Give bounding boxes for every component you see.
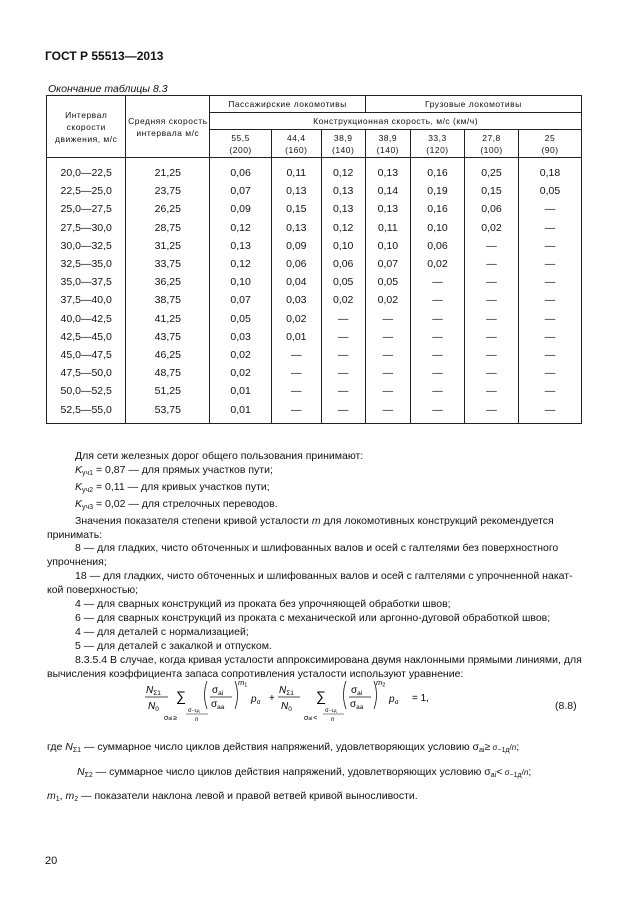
table-cell: 41,25 — [126, 310, 210, 328]
table-cell: 0,12 — [321, 158, 365, 183]
speed-kmh: (90) — [541, 144, 559, 155]
table-cell: 0,12 — [210, 255, 272, 273]
table-cell: — — [464, 400, 518, 423]
table-cell: 0,02 — [210, 364, 272, 382]
table-cell: 0,07 — [210, 291, 272, 309]
design-speed-header: Конструкционная скорость, м/с (км/ч) — [210, 113, 582, 130]
table-cell: — — [271, 400, 321, 423]
table-cell: 0,01 — [210, 382, 272, 400]
table-cell: 0,05 — [321, 273, 365, 291]
paragraph: Значения показателя степени кривой усталости m для локомотивных конструкций рекомендуется принимать: — [47, 514, 554, 541]
table-cell: 30,0—32,5 — [47, 237, 126, 255]
speed-ms: 25 — [544, 132, 556, 143]
table-cell: 53,75 — [126, 400, 210, 423]
table-cell: — — [464, 364, 518, 382]
table-row — [47, 364, 582, 382]
table-cell: 0,07 — [210, 182, 272, 200]
table-row — [47, 182, 582, 200]
table-cell: 0,07 — [365, 255, 410, 273]
table-row — [47, 382, 582, 400]
table-cell: 0,11 — [271, 158, 321, 183]
speed-ms: 33,3 — [428, 132, 447, 143]
svg-text:σ−1д: σ−1д — [325, 708, 337, 714]
table-cell: — — [464, 310, 518, 328]
table-cell: 51,25 — [126, 382, 210, 400]
table-cell: 27,5—30,0 — [47, 219, 126, 237]
speed-kmh: (200) — [229, 144, 252, 155]
table-cell: 33,75 — [126, 255, 210, 273]
table-cell: 0,04 — [271, 273, 321, 291]
table-cell: 35,0—37,5 — [47, 273, 126, 291]
table-cell: 43,75 — [126, 328, 210, 346]
table-cell: — — [464, 255, 518, 273]
table-cell: — — [410, 291, 464, 309]
table-cell: — — [271, 346, 321, 364]
coef-line: $K_{уч3} = 0,02$ — для стрелочных переводов. — [75, 497, 278, 511]
svg-text:σaa: $\sigma_{aa}$ — [350, 699, 364, 711]
table-cell: 0,13 — [365, 200, 410, 218]
document-title: ГОСТ Р 55513—2013 — [45, 49, 164, 63]
table-cell: 52,5—55,0 — [47, 400, 126, 423]
speed-header-cell — [410, 130, 464, 158]
data-table — [46, 95, 582, 424]
table-cell: — — [519, 255, 582, 273]
speed-header-cell — [464, 130, 518, 158]
table-cell: 0,16 — [410, 158, 464, 183]
table-cell: 0,05 — [519, 182, 582, 200]
table-cell: 0,02 — [464, 219, 518, 237]
list-item: 8 — для гладких, чисто обточенных и шлифованных валов и осей с галтелями без поверхностного упрочнения; — [47, 542, 559, 569]
table-cell: — — [410, 346, 464, 364]
page-number: 20 — [45, 855, 58, 867]
table-cell: — — [410, 364, 464, 382]
table-cell: — — [519, 273, 582, 291]
table-cell: — — [464, 382, 518, 400]
table-cell: 25,0—27,5 — [47, 200, 126, 218]
speed-ms: 44,4 — [287, 132, 306, 143]
table-cell: 0,09 — [210, 200, 272, 218]
table-cell: — — [464, 273, 518, 291]
table-cell: — — [321, 382, 365, 400]
table-cell: 0,05 — [365, 273, 410, 291]
col-header-mean-speed: Средняя скорость интервала м/с — [126, 96, 210, 158]
table-cell: — — [410, 273, 464, 291]
table-row — [47, 158, 582, 183]
speed-header-cell — [271, 130, 321, 158]
svg-text:pσ: $p_\sigma$ — [389, 694, 399, 706]
table-cell: — — [464, 237, 518, 255]
table-cell: — — [365, 328, 410, 346]
table-cell: 0,16 — [410, 200, 464, 218]
svg-text:pσ: $p_\sigma$ — [251, 694, 261, 706]
col-header-interval: Интервал скорости движения, м/с — [47, 96, 126, 158]
group-header-freight: Грузовые локомотивы — [365, 96, 581, 113]
table-cell: 0,02 — [410, 255, 464, 273]
speed-kmh: (120) — [426, 144, 449, 155]
table-row — [47, 328, 582, 346]
table-cell: 48,75 — [126, 364, 210, 382]
table-row — [47, 346, 582, 364]
table-cell: — — [519, 219, 582, 237]
table-cell: — — [519, 200, 582, 218]
table-cell: 0,13 — [210, 237, 272, 255]
table-cell: 0,03 — [271, 291, 321, 309]
svg-text:m1: $m_1$ — [238, 678, 248, 689]
table-row — [47, 400, 582, 423]
table-cell: 0,12 — [210, 219, 272, 237]
svg-text:∑: ∑ — [176, 688, 186, 704]
table-cell: — — [365, 400, 410, 423]
table-cell: — — [365, 310, 410, 328]
table-cell: 0,15 — [464, 182, 518, 200]
table-cell: 20,0—22,5 — [47, 158, 126, 183]
svg-text:n: n — [331, 717, 335, 723]
table-row — [47, 273, 582, 291]
table-cell: — — [321, 400, 365, 423]
svg-text:m2: $m_2$ — [376, 678, 386, 689]
coef-line: $K_{уч2} = 0,11$ — для кривых участков пути; — [75, 480, 270, 494]
svg-text:NΣ1: $N_{\Sigma 1}$ — [146, 685, 161, 697]
svg-text:∑: ∑ — [316, 688, 326, 704]
table-cell: — — [321, 364, 365, 382]
table-row — [47, 200, 582, 218]
table-cell: 46,25 — [126, 346, 210, 364]
legend-line: где $N_{\Sigma 1}$ — суммарное число циклов действия напряжений, удовлетворяющих условию $\sigma_{ai}\ge \sigma_{-1д}/n$; — [47, 741, 520, 754]
speed-kmh: (160) — [285, 144, 308, 155]
svg-text:σai: $\sigma_{ai}$ — [351, 685, 363, 697]
table-row — [47, 255, 582, 273]
list-item: 18 — для гладких, чисто обточенных и шлифованных валов и осей с галтелями с упрочненной накат-кой поверхностью; — [47, 570, 573, 597]
svg-text:+: + — [269, 693, 275, 704]
speed-ms: 55,5 — [231, 132, 250, 143]
table-cell: 42,5—45,0 — [47, 328, 126, 346]
svg-text:= 1,: = 1, — [412, 693, 429, 704]
table-cell: 0,12 — [321, 219, 365, 237]
table-cell: — — [464, 328, 518, 346]
list-item: 5 — для деталей с закалкой и отпуском. — [75, 639, 272, 652]
paragraph: 8.3.5.4 В случае, когда кривая усталости аппроксимирована двумя наклонными прямыми линиями, для вычисления коэффициента запаса сопротивления усталости используют уравнение: — [47, 653, 582, 680]
table-cell: — — [519, 237, 582, 255]
table-row — [47, 310, 582, 328]
speed-header-cell — [210, 130, 272, 158]
table-cell: — — [464, 346, 518, 364]
svg-text:σaa: $\sigma_{aa}$ — [211, 699, 225, 711]
table-row — [47, 237, 582, 255]
table-cell: — — [365, 364, 410, 382]
table-cell: 0,10 — [210, 273, 272, 291]
svg-text:σ−1д: σ−1д — [188, 708, 200, 714]
table-cell: 0,09 — [271, 237, 321, 255]
table-cell: 0,01 — [210, 400, 272, 423]
equation-8-8 — [0, 676, 630, 726]
table-cell: — — [519, 310, 582, 328]
speed-kmh: (140) — [376, 144, 400, 155]
speed-header-cell — [365, 130, 410, 158]
svg-text:σai<: σai< — [304, 715, 318, 722]
table-cell: 0,06 — [210, 158, 272, 183]
svg-text:σai≥: σai≥ — [164, 715, 178, 722]
svg-text:σai: $\sigma_{ai}$ — [212, 685, 224, 697]
table-cell: 40,0—42,5 — [47, 310, 126, 328]
table-cell: 0,13 — [365, 158, 410, 183]
table-cell: 0,13 — [321, 182, 365, 200]
table-caption: Окончание таблицы 8.3 — [48, 83, 168, 95]
legend-line: $N_{\Sigma 2}$ — суммарное число циклов действия напряжений, удовлетворяющих условию $\sigma_{ai}< \sigma_{-1д}/n$; — [77, 766, 532, 779]
table-cell: 0,01 — [271, 328, 321, 346]
table-cell: — — [519, 328, 582, 346]
table-cell: 0,10 — [321, 237, 365, 255]
table-cell: 37,5—40,0 — [47, 291, 126, 309]
table-cell: 31,25 — [126, 237, 210, 255]
table-cell: 47,5—50,0 — [47, 364, 126, 382]
table-cell: — — [519, 382, 582, 400]
table-cell: 26,25 — [126, 200, 210, 218]
table-cell: 45,0—47,5 — [47, 346, 126, 364]
table-row — [47, 291, 582, 309]
table-cell: 50,0—52,5 — [47, 382, 126, 400]
paragraph: Для сети железных дорог общего пользования принимают: — [75, 450, 364, 462]
list-item: 4 — для сварных конструкций из проката без упрочняющей обработки швов; — [75, 598, 451, 611]
table-cell: — — [271, 382, 321, 400]
table-cell: — — [410, 328, 464, 346]
table-cell: 0,10 — [365, 237, 410, 255]
table-cell: 0,06 — [464, 200, 518, 218]
table-cell: 0,13 — [271, 219, 321, 237]
table-cell: 28,75 — [126, 219, 210, 237]
svg-text:NΣ1: $N_{\Sigma 1}$ — [279, 685, 294, 697]
table-cell: 0,13 — [271, 182, 321, 200]
table-cell: 22,5—25,0 — [47, 182, 126, 200]
table-cell: 0,02 — [321, 291, 365, 309]
speed-kmh: (140) — [331, 144, 355, 155]
equation-number: (8.8) — [555, 700, 577, 712]
table-cell: — — [271, 364, 321, 382]
table-cell: 0,10 — [410, 219, 464, 237]
speed-kmh: (100) — [480, 144, 503, 155]
table-cell: 0,06 — [271, 255, 321, 273]
coef-line: $K_{уч1} = 0,87$ — для прямых участков пути; — [75, 463, 273, 477]
table-cell: 0,02 — [271, 310, 321, 328]
table-cell: 0,05 — [210, 310, 272, 328]
table-cell: 0,02 — [365, 291, 410, 309]
speed-ms: 38,9 — [378, 132, 398, 143]
table-cell: 36,25 — [126, 273, 210, 291]
table-cell: — — [365, 346, 410, 364]
table-cell: 0,13 — [321, 200, 365, 218]
table-cell: 38,75 — [126, 291, 210, 309]
speed-header-cell — [321, 130, 365, 158]
speed-header-cell — [519, 130, 582, 158]
table-cell: 0,11 — [365, 219, 410, 237]
speed-ms: 27,8 — [482, 132, 501, 143]
table-cell: — — [321, 310, 365, 328]
table-cell: 32,5—35,0 — [47, 255, 126, 273]
list-item: 4 — для деталей с нормализацией; — [75, 625, 249, 638]
list-item: 6 — для сварных конструкций из проката с механической или аргонно-дуговой обработкой швов; — [75, 611, 551, 624]
svg-text:N0: $N_0$ — [148, 701, 159, 713]
table-cell: 0,06 — [410, 237, 464, 255]
table-cell: — — [519, 346, 582, 364]
table-cell: 21,25 — [126, 158, 210, 183]
table-cell: — — [410, 310, 464, 328]
table-row — [47, 219, 582, 237]
table-cell: — — [519, 291, 582, 309]
table-cell: 0,14 — [365, 182, 410, 200]
table-cell: 0,02 — [210, 346, 272, 364]
table-cell: — — [519, 364, 582, 382]
table-cell: — — [410, 400, 464, 423]
table-cell: 23,75 — [126, 182, 210, 200]
table-cell: 0,06 — [321, 255, 365, 273]
table-cell: 0,25 — [464, 158, 518, 183]
svg-text:n: n — [195, 717, 199, 723]
table-cell: — — [519, 400, 582, 423]
group-header-passenger: Пассажирские локомотивы — [210, 96, 366, 113]
speed-ms: 38,9 — [333, 132, 353, 143]
table-cell: 0,18 — [519, 158, 582, 183]
body-text — [47, 450, 585, 682]
table-cell: — — [410, 382, 464, 400]
table-cell: — — [464, 291, 518, 309]
table-cell: 0,03 — [210, 328, 272, 346]
table-cell: — — [321, 328, 365, 346]
legend-line: $m_1$, $m_2$ — показатели наклона левой и правой ветвей кривой выносливости. — [47, 790, 418, 803]
table-cell: — — [321, 346, 365, 364]
table-cell: — — [365, 382, 410, 400]
table-cell: 0,15 — [271, 200, 321, 218]
svg-text:N0: $N_0$ — [281, 701, 292, 713]
table-cell: 0,19 — [410, 182, 464, 200]
